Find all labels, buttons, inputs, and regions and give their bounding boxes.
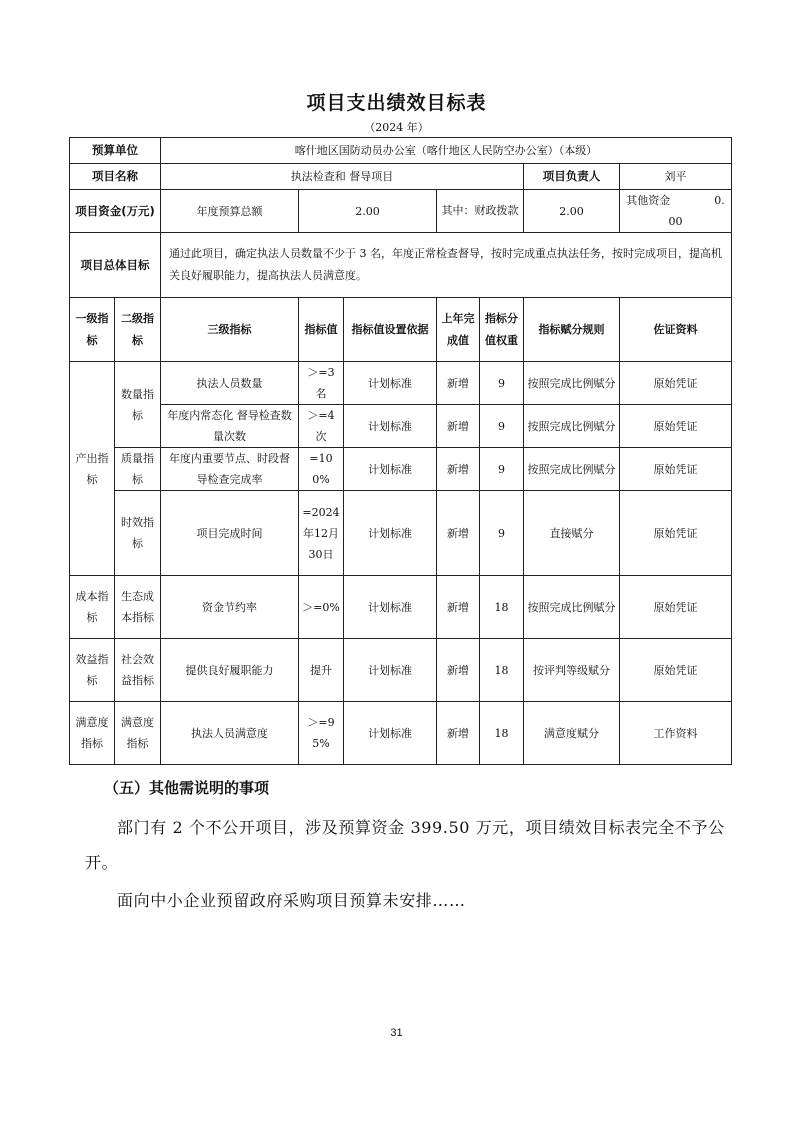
table-row [70,405,732,448]
table-row [70,702,732,765]
body-paragraph: 部门有 2 个不公开项目，涉及预算资金 399.50 万元，项目绩效目标表完全不予公开。 [85,818,725,872]
page-number: 31 [390,1027,403,1039]
overall-goal-label: 项目总体目标 [70,233,161,298]
project-funds-label: 项目资金(万元) [70,190,161,233]
subgroup-satisfaction: 满意度指标 [115,702,161,765]
project-leader-value: 刘平 [620,164,732,190]
row-basis: 计划标准 [344,362,437,405]
header-level2: 二级指标 [115,298,161,362]
project-funds-row [70,190,732,233]
row-weight: 9 [480,491,524,576]
group-output: 产出指标 [70,362,115,576]
performance-target-table [69,137,732,765]
subgroup-quality: 质量指标 [115,448,161,491]
row-evidence: 工作资料 [620,702,732,765]
subgroup-timeliness: 时效指标 [115,491,161,576]
annual-budget-label: 年度预算总额 [161,190,299,233]
row-basis: 计划标准 [344,405,437,448]
row-rule: 按照完成比例赋分 [524,362,620,405]
project-name-value: 执法检查和 督导项目 [161,164,524,190]
row-basis: 计划标准 [344,448,437,491]
header-evidence: 佐证资料 [620,298,732,362]
other-funds-label: 其他资金 [626,194,671,207]
row-basis: 计划标准 [344,702,437,765]
row-weight: 18 [480,702,524,765]
row-evidence: 原始凭证 [620,448,732,491]
row-indicator: 年度内重要节点、时段督导检查完成率 [161,448,299,491]
row-value: ＞=0% [299,576,344,639]
budget-unit-label: 预算单位 [70,138,161,164]
other-funds-value: 0.00 [668,194,725,228]
row-evidence: 原始凭证 [620,362,732,405]
header-weight: 指标分值权重 [480,298,524,362]
header-level3: 三级指标 [161,298,299,362]
group-benefit: 效益指标 [70,639,115,702]
row-evidence: 原始凭证 [620,491,732,576]
row-prev: 新增 [437,448,480,491]
budget-unit-value: 喀什地区国防动员办公室（喀什地区人民防空办公室）（本级） [161,138,732,164]
row-evidence: 原始凭证 [620,405,732,448]
table-row [70,491,732,576]
row-indicator: 提供良好履职能力 [161,639,299,702]
row-weight: 18 [480,639,524,702]
row-basis: 计划标准 [344,639,437,702]
project-name-label: 项目名称 [70,164,161,190]
row-rule: 按评判等级赋分 [524,639,620,702]
header-value: 指标值 [299,298,344,362]
row-rule: 满意度赋分 [524,702,620,765]
row-prev: 新增 [437,702,480,765]
row-indicator: 资金节约率 [161,576,299,639]
row-prev: 新增 [437,405,480,448]
project-name-row [70,164,732,190]
table-row [70,362,732,405]
subgroup-social-benefit: 社会效益指标 [115,639,161,702]
header-basis: 指标值设置依据 [344,298,437,362]
row-rule: 直接赋分 [524,491,620,576]
row-evidence: 原始凭证 [620,639,732,702]
row-weight: 9 [480,448,524,491]
budget-unit-row [70,138,732,164]
overall-goal-row [70,233,732,298]
overall-goal-value: 通过此项目，确定执法人员数量不少于 3 名，年度正常检查督导，按时完成重点执法任务，按时完成项目，提高机关良好履职能力，提高执法人员满意度。 [161,233,732,298]
table-title: 项目支出绩效目标表 [306,92,487,114]
indicator-header-row [70,298,732,362]
row-indicator: 执法人员满意度 [161,702,299,765]
row-indicator: 年度内常态化 督导检查数量次数 [161,405,299,448]
section-heading: （五）其他需说明的事项 [104,779,270,797]
row-basis: 计划标准 [344,491,437,576]
row-indicator: 项目完成时间 [161,491,299,576]
row-rule: 按照完成比例赋分 [524,576,620,639]
project-leader-label: 项目负责人 [524,164,620,190]
row-indicator: 执法人员数量 [161,362,299,405]
row-rule: 按照完成比例赋分 [524,405,620,448]
table-row [70,639,732,702]
row-rule: 按照完成比例赋分 [524,448,620,491]
row-weight: 18 [480,576,524,639]
row-basis: 计划标准 [344,576,437,639]
row-prev: 新增 [437,491,480,576]
row-prev: 新增 [437,639,480,702]
subgroup-eco-cost: 生态成本指标 [115,576,161,639]
row-evidence: 原始凭证 [620,576,732,639]
row-value: ＞=4次 [299,405,344,448]
body-paragraph: 面向中小企业预留政府采购项目预算未安排…… [117,891,466,910]
row-value: ＞=95% [299,702,344,765]
header-prev-value: 上年完成值 [437,298,480,362]
row-weight: 9 [480,362,524,405]
row-prev: 新增 [437,576,480,639]
row-value: ＞=3名 [299,362,344,405]
other-funds-cell [620,190,732,233]
annual-budget-value: 2.00 [299,190,437,233]
row-prev: 新增 [437,362,480,405]
table-row [70,448,732,491]
fiscal-allocation-label: 其中：财政拨款 [437,190,524,233]
group-satisfaction: 满意度指标 [70,702,115,765]
fiscal-allocation-value: 2.00 [524,190,620,233]
row-value: =100% [299,448,344,491]
table-row [70,576,732,639]
row-weight: 9 [480,405,524,448]
header-rule: 指标赋分规则 [524,298,620,362]
row-value: 提升 [299,639,344,702]
subgroup-quantity: 数量指标 [115,362,161,448]
row-value: =2024年12月30日 [299,491,344,576]
group-cost: 成本指标 [70,576,115,639]
table-year: （2024 年） [364,121,429,134]
header-level1: 一级指标 [70,298,115,362]
